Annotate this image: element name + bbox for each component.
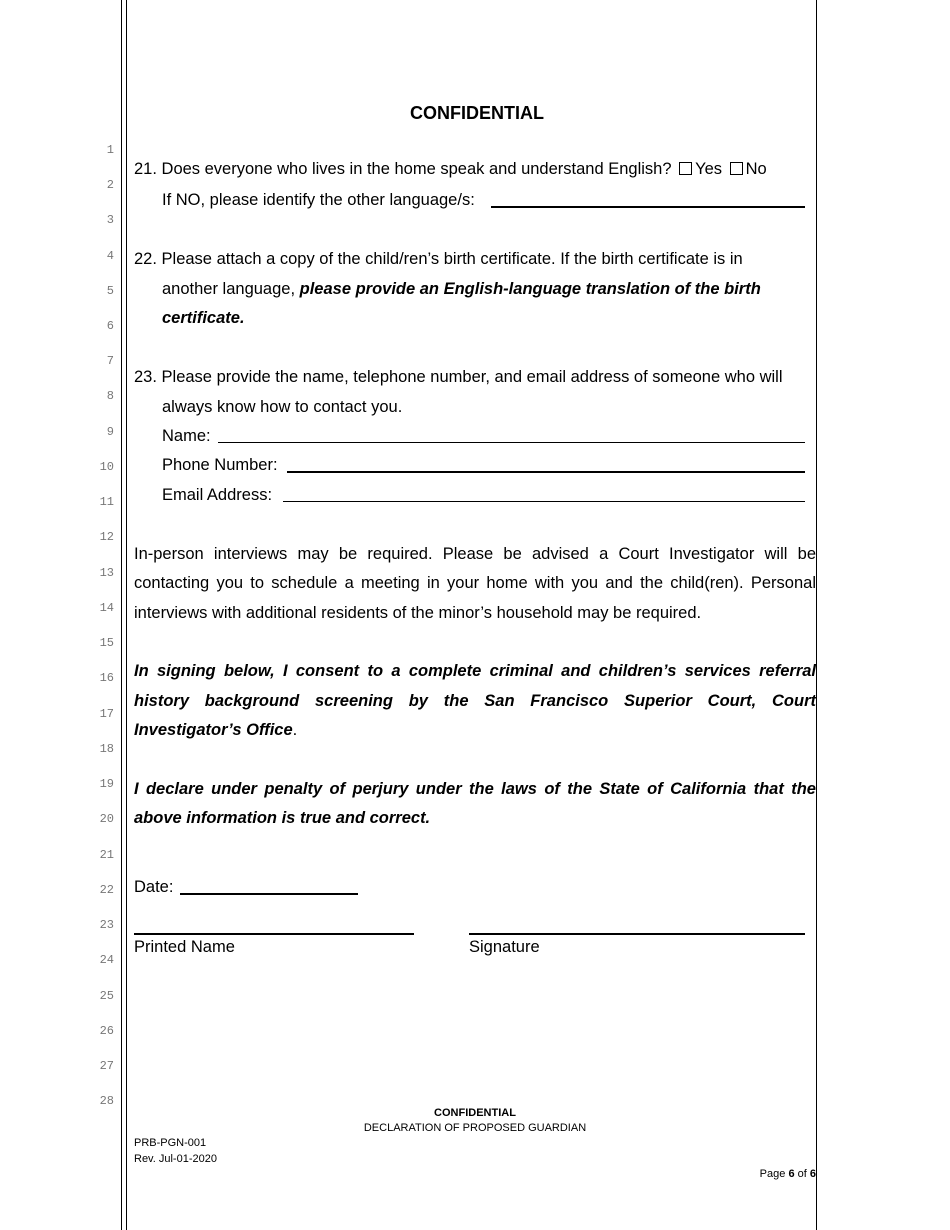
q22-number: 22. (134, 250, 157, 268)
no-checkbox[interactable] (730, 162, 743, 175)
email-field[interactable] (283, 501, 805, 502)
printed-name-label: Printed Name (134, 938, 235, 956)
consent-line1: In signing below, I consent to a complete criminal and children’s services referral (134, 662, 816, 680)
line-number: 6 (106, 319, 114, 333)
q21-number: 21. (134, 160, 157, 178)
q23-number: 23. (134, 368, 157, 386)
margin-rule-left-outer (121, 0, 122, 1230)
email-label: Email Address: (162, 486, 273, 504)
q22-line2-bold: please provide an English-language translation of the birth (299, 280, 761, 298)
signature-field[interactable] (469, 933, 805, 935)
line-number: 23 (99, 918, 114, 932)
line-number: 27 (99, 1059, 114, 1073)
page-prefix: Page (759, 1168, 786, 1180)
page-current: 6 (788, 1168, 795, 1180)
signature-label: Signature (469, 938, 540, 956)
form-revision: Rev. Jul-01-2020 (134, 1153, 217, 1165)
q23-text: Please provide the name, telephone number, and email address of someone who will (161, 368, 783, 386)
line-number: 4 (106, 249, 114, 263)
q23-line1 (134, 367, 783, 387)
line-number: 9 (106, 425, 114, 439)
margin-rule-right (816, 0, 817, 1230)
page-total: 6 (809, 1168, 816, 1180)
line-number: 3 (106, 213, 114, 227)
line-number: 5 (106, 284, 114, 298)
line-number: 2 (106, 178, 114, 192)
phone-field[interactable] (287, 471, 805, 473)
declare-line1: I declare under penalty of perjury under the laws of the State of California that the (134, 780, 816, 798)
consent-line3 (134, 720, 297, 740)
q22-line2-plain: another language, (162, 280, 296, 298)
line-number: 18 (99, 742, 114, 756)
date-label: Date: (134, 878, 174, 896)
line-number: 19 (99, 777, 114, 791)
line-number: 21 (99, 848, 114, 862)
line-number: 24 (99, 953, 114, 967)
line-number: 26 (99, 1024, 114, 1038)
q22-line1 (134, 249, 743, 269)
line-number: 7 (106, 354, 114, 368)
yes-label: Yes (695, 160, 723, 178)
form-id: PRB-PGN-001 (134, 1137, 207, 1149)
declare-line2: above information is true and correct. (134, 809, 431, 827)
footer-title: CONFIDENTIAL (434, 1107, 516, 1119)
q22-line2 (162, 279, 761, 299)
line-number: 14 (99, 601, 114, 615)
line-number: 12 (99, 530, 114, 544)
other-language-field[interactable] (491, 206, 805, 208)
interviews-line1: In-person interviews may be required. Please be advised a Court Investigator will be (134, 545, 816, 563)
consent-line3-bold: Investigator’s Office (134, 721, 293, 739)
phone-label: Phone Number: (162, 456, 278, 474)
page-of: of (797, 1168, 807, 1180)
margin-rule-left-inner (126, 0, 127, 1230)
q22-text: Please attach a copy of the child/ren’s birth certificate. If the birth certificate is in (161, 250, 743, 268)
name-label: Name: (162, 427, 211, 445)
q21-text: Does everyone who lives in the home speak and understand English? (161, 160, 672, 178)
line-number: 22 (99, 883, 114, 897)
line-number: 15 (99, 636, 114, 650)
yes-checkbox[interactable] (679, 162, 692, 175)
printed-name-field[interactable] (134, 933, 414, 935)
line-number: 16 (99, 671, 114, 685)
date-field[interactable] (180, 893, 358, 895)
no-label: No (745, 160, 767, 178)
line-number: 13 (99, 566, 114, 580)
interviews-line2: contacting you to schedule a meeting in your home with you and the child(ren). Personal (134, 574, 816, 592)
line-number: 20 (99, 812, 114, 826)
q22-line3: certificate. (162, 309, 245, 327)
consent-line3-end: . (292, 721, 298, 739)
footer-subtitle: DECLARATION OF PROPOSED GUARDIAN (363, 1122, 587, 1134)
line-number: 11 (99, 495, 114, 509)
interviews-line3: interviews with additional residents of the minor’s household may be required. (134, 604, 702, 622)
name-field[interactable] (218, 442, 805, 443)
line-number: 28 (99, 1094, 114, 1108)
page-title: CONFIDENTIAL (410, 103, 544, 123)
line-number: 25 (99, 989, 114, 1003)
q23-line2: always know how to contact you. (162, 398, 403, 416)
consent-line2: history background screening by the San Francisco Superior Court, Court (134, 692, 816, 710)
q21-followup-label: If NO, please identify the other language/s: (162, 191, 475, 209)
line-number: 17 (99, 707, 114, 721)
line-number: 8 (106, 389, 114, 403)
line-number: 10 (99, 460, 114, 474)
line-number: 1 (106, 143, 114, 157)
q21-question (134, 159, 767, 179)
page-number (760, 1167, 816, 1181)
